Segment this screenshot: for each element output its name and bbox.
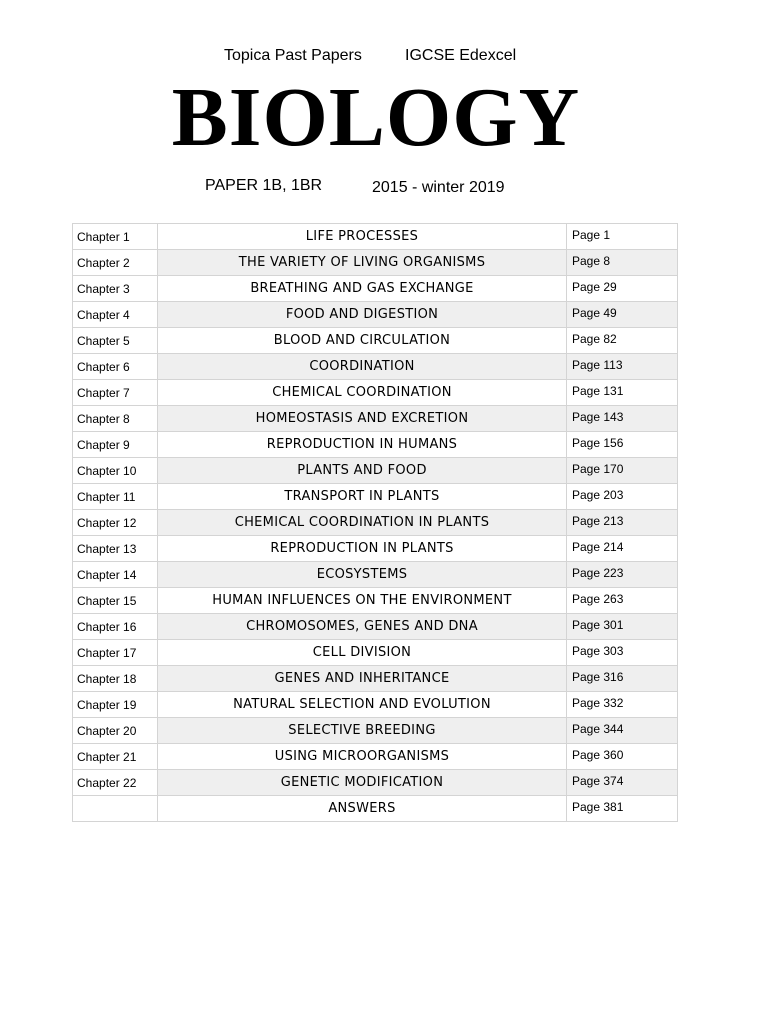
chapter-number-cell: Chapter 22 <box>73 770 158 796</box>
year-range: 2015 - winter 2019 <box>372 179 505 196</box>
chapter-number-cell: Chapter 6 <box>73 354 158 380</box>
table-row <box>73 510 678 536</box>
page-number-cell: Page 143 <box>567 406 678 432</box>
table-row <box>73 250 678 276</box>
chapter-title-cell: COORDINATION <box>158 354 567 380</box>
table-row <box>73 354 678 380</box>
chapter-number-cell: Chapter 10 <box>73 458 158 484</box>
table-row <box>73 224 678 250</box>
chapter-title-cell: HOMEOSTASIS AND EXCRETION <box>158 406 567 432</box>
chapter-number-cell: Chapter 18 <box>73 666 158 692</box>
chapter-title-cell: GENETIC MODIFICATION <box>158 770 567 796</box>
table-of-contents <box>72 223 678 822</box>
chapter-number-cell: Chapter 7 <box>73 380 158 406</box>
page-number-cell: Page 381 <box>567 796 678 822</box>
table-row <box>73 302 678 328</box>
chapter-number-cell: Chapter 17 <box>73 640 158 666</box>
page-number-cell: Page 113 <box>567 354 678 380</box>
chapter-number-cell: Chapter 20 <box>73 718 158 744</box>
chapter-number-cell: Chapter 2 <box>73 250 158 276</box>
chapter-number-cell: Chapter 3 <box>73 276 158 302</box>
publisher-name: Topica Past Papers <box>224 47 362 64</box>
table-row <box>73 380 678 406</box>
page-number-cell: Page 82 <box>567 328 678 354</box>
chapter-title-cell: ANSWERS <box>158 796 567 822</box>
chapter-number-cell: Chapter 5 <box>73 328 158 354</box>
table-row <box>73 796 678 822</box>
chapter-title-cell: PLANTS AND FOOD <box>158 458 567 484</box>
page-number-cell: Page 344 <box>567 718 678 744</box>
page-number-cell: Page 8 <box>567 250 678 276</box>
table-row <box>73 718 678 744</box>
chapter-title-cell: CHEMICAL COORDINATION IN PLANTS <box>158 510 567 536</box>
chapter-title-cell: CELL DIVISION <box>158 640 567 666</box>
page-number-cell: Page 301 <box>567 614 678 640</box>
chapter-number-cell: Chapter 12 <box>73 510 158 536</box>
header-line <box>0 47 768 69</box>
table-row <box>73 770 678 796</box>
page-number-cell: Page 360 <box>567 744 678 770</box>
page-number-cell: Page 49 <box>567 302 678 328</box>
page-number-cell: Page 131 <box>567 380 678 406</box>
page-number-cell: Page 213 <box>567 510 678 536</box>
table-row <box>73 744 678 770</box>
chapter-title-cell: FOOD AND DIGESTION <box>158 302 567 328</box>
chapter-title-cell: LIFE PROCESSES <box>158 224 567 250</box>
subheader-line <box>0 177 768 199</box>
chapter-number-cell: Chapter 1 <box>73 224 158 250</box>
page-number-cell: Page 170 <box>567 458 678 484</box>
chapter-title-cell: TRANSPORT IN PLANTS <box>158 484 567 510</box>
chapter-number-cell: Chapter 9 <box>73 432 158 458</box>
page-number-cell: Page 263 <box>567 588 678 614</box>
chapter-title-cell: BLOOD AND CIRCULATION <box>158 328 567 354</box>
table-row <box>73 484 678 510</box>
chapter-number-cell: Chapter 21 <box>73 744 158 770</box>
document-title: BIOLOGY <box>171 71 581 164</box>
chapter-title-cell: CHROMOSOMES, GENES AND DNA <box>158 614 567 640</box>
paper-code: PAPER 1B, 1BR <box>205 177 323 194</box>
chapter-number-cell: Chapter 15 <box>73 588 158 614</box>
table-row <box>73 406 678 432</box>
chapter-number-cell: Chapter 8 <box>73 406 158 432</box>
table-row <box>73 276 678 302</box>
chapter-number-cell <box>73 796 158 822</box>
chapter-title-cell: REPRODUCTION IN HUMANS <box>158 432 567 458</box>
table-row <box>73 692 678 718</box>
page-number-cell: Page 203 <box>567 484 678 510</box>
chapter-number-cell: Chapter 19 <box>73 692 158 718</box>
table-row <box>73 562 678 588</box>
chapter-title-cell: HUMAN INFLUENCES ON THE ENVIRONMENT <box>158 588 567 614</box>
table-row <box>73 666 678 692</box>
chapter-number-cell: Chapter 4 <box>73 302 158 328</box>
chapter-number-cell: Chapter 14 <box>73 562 158 588</box>
page-number-cell: Page 316 <box>567 666 678 692</box>
table-row <box>73 328 678 354</box>
exam-board: IGCSE Edexcel <box>405 47 517 64</box>
chapter-title-cell: ECOSYSTEMS <box>158 562 567 588</box>
chapter-number-cell: Chapter 16 <box>73 614 158 640</box>
table-row <box>73 536 678 562</box>
chapter-title-cell: BREATHING AND GAS EXCHANGE <box>158 276 567 302</box>
page-number-cell: Page 156 <box>567 432 678 458</box>
chapter-title-cell: NATURAL SELECTION AND EVOLUTION <box>158 692 567 718</box>
table-row <box>73 588 678 614</box>
page-number-cell: Page 214 <box>567 536 678 562</box>
table-row <box>73 640 678 666</box>
chapter-title-cell: CHEMICAL COORDINATION <box>158 380 567 406</box>
chapter-number-cell: Chapter 13 <box>73 536 158 562</box>
chapter-title-cell: GENES AND INHERITANCE <box>158 666 567 692</box>
table-row <box>73 614 678 640</box>
chapter-title-cell: REPRODUCTION IN PLANTS <box>158 536 567 562</box>
page-number-cell: Page 29 <box>567 276 678 302</box>
chapter-number-cell: Chapter 11 <box>73 484 158 510</box>
page-number-cell: Page 1 <box>567 224 678 250</box>
chapter-title-cell: SELECTIVE BREEDING <box>158 718 567 744</box>
table-row <box>73 432 678 458</box>
page-number-cell: Page 332 <box>567 692 678 718</box>
page-number-cell: Page 223 <box>567 562 678 588</box>
table-row <box>73 458 678 484</box>
chapter-title-cell: THE VARIETY OF LIVING ORGANISMS <box>158 250 567 276</box>
page-number-cell: Page 303 <box>567 640 678 666</box>
chapter-title-cell: USING MICROORGANISMS <box>158 744 567 770</box>
page-number-cell: Page 374 <box>567 770 678 796</box>
